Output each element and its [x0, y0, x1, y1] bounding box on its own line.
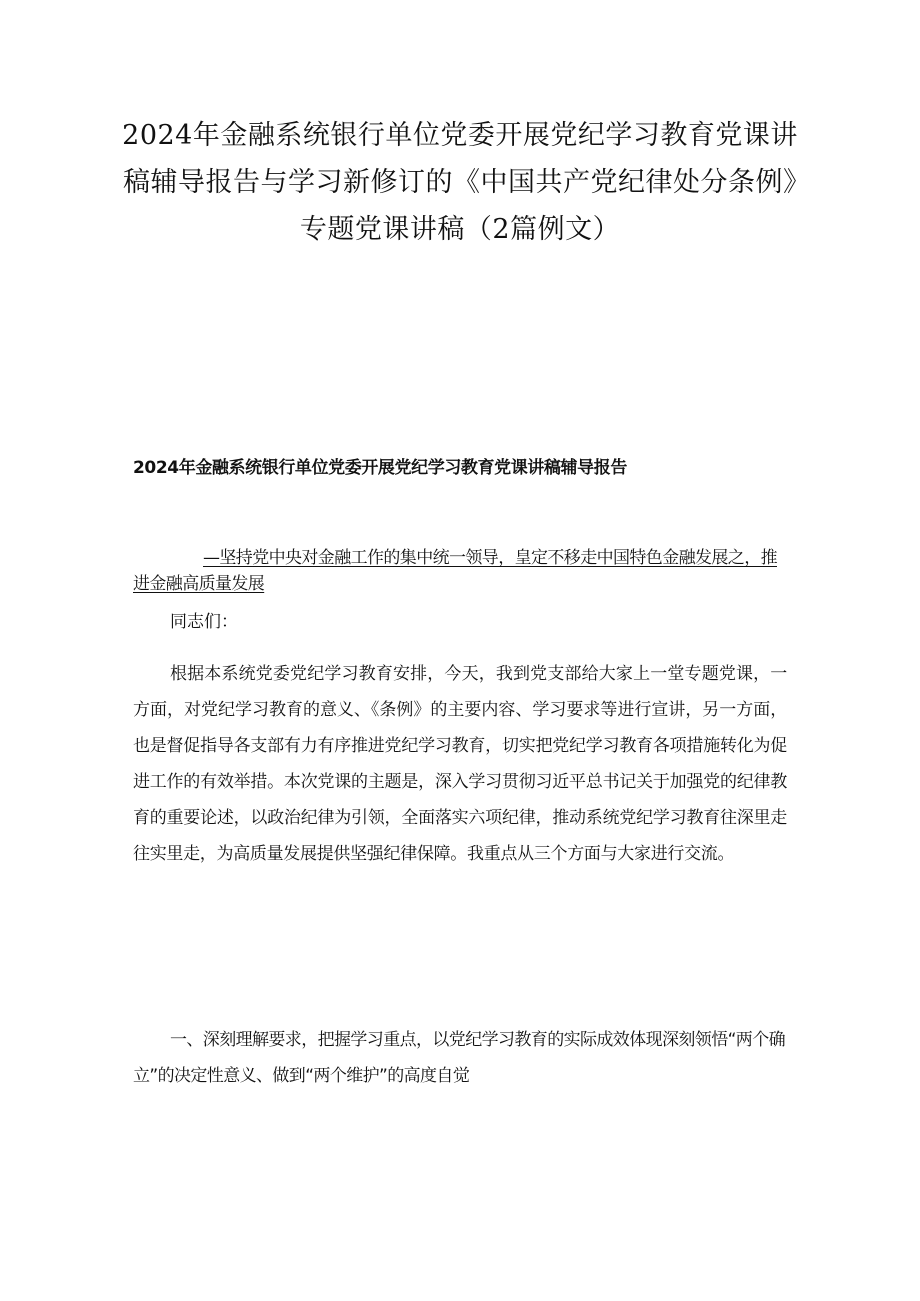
greeting: 同志们： [170, 612, 238, 632]
part-one-heading: 一、深刻理解要求，把握学习重点，以党纪学习教育的实际成效体现深刻领悟“两个确立”的决定性意义、做到“两个维护”的高度自觉 [133, 1030, 786, 1086]
section-subtitle: —坚持党中央对金融工作的集中统一领导，皇定不移走中国特色金融发展之，推进金融高质量发展 [133, 548, 777, 594]
body-paragraph: 根据本系统党委党纪学习教育安排，今天，我到党支部给大家上一堂专题党课，一方面，对党纪学习教育的意义、《条例》的主要内容、学习要求等进行宣讲，另一方面，也是督促指导各支部有力有序推进党纪学习教育，切实把党纪学习教育各项措施转化为促进工作的有效举措。本次党课的主题是，深入学习贯彻习近平总书记关于加强党的纪律教育的重要论述，以政治纪律为引领，全面落实六项纪律，推动系统党纪学习教育往深里走往实里走，为高质量发展提供坚强纪律保障。我重点从三个方面与大家进行交流。 [133, 664, 787, 864]
section-heading: 2024年金融系统银行单位党委开展党纪学习教育党课讲稿辅导报告 [133, 458, 627, 478]
document-title: 2024年金融系统银行单位党委开展党纪学习教育党课讲稿辅导报告与学习新修订的《中国共产党纪律处分条例》专题党课讲稿（2篇例文） [122, 120, 798, 245]
